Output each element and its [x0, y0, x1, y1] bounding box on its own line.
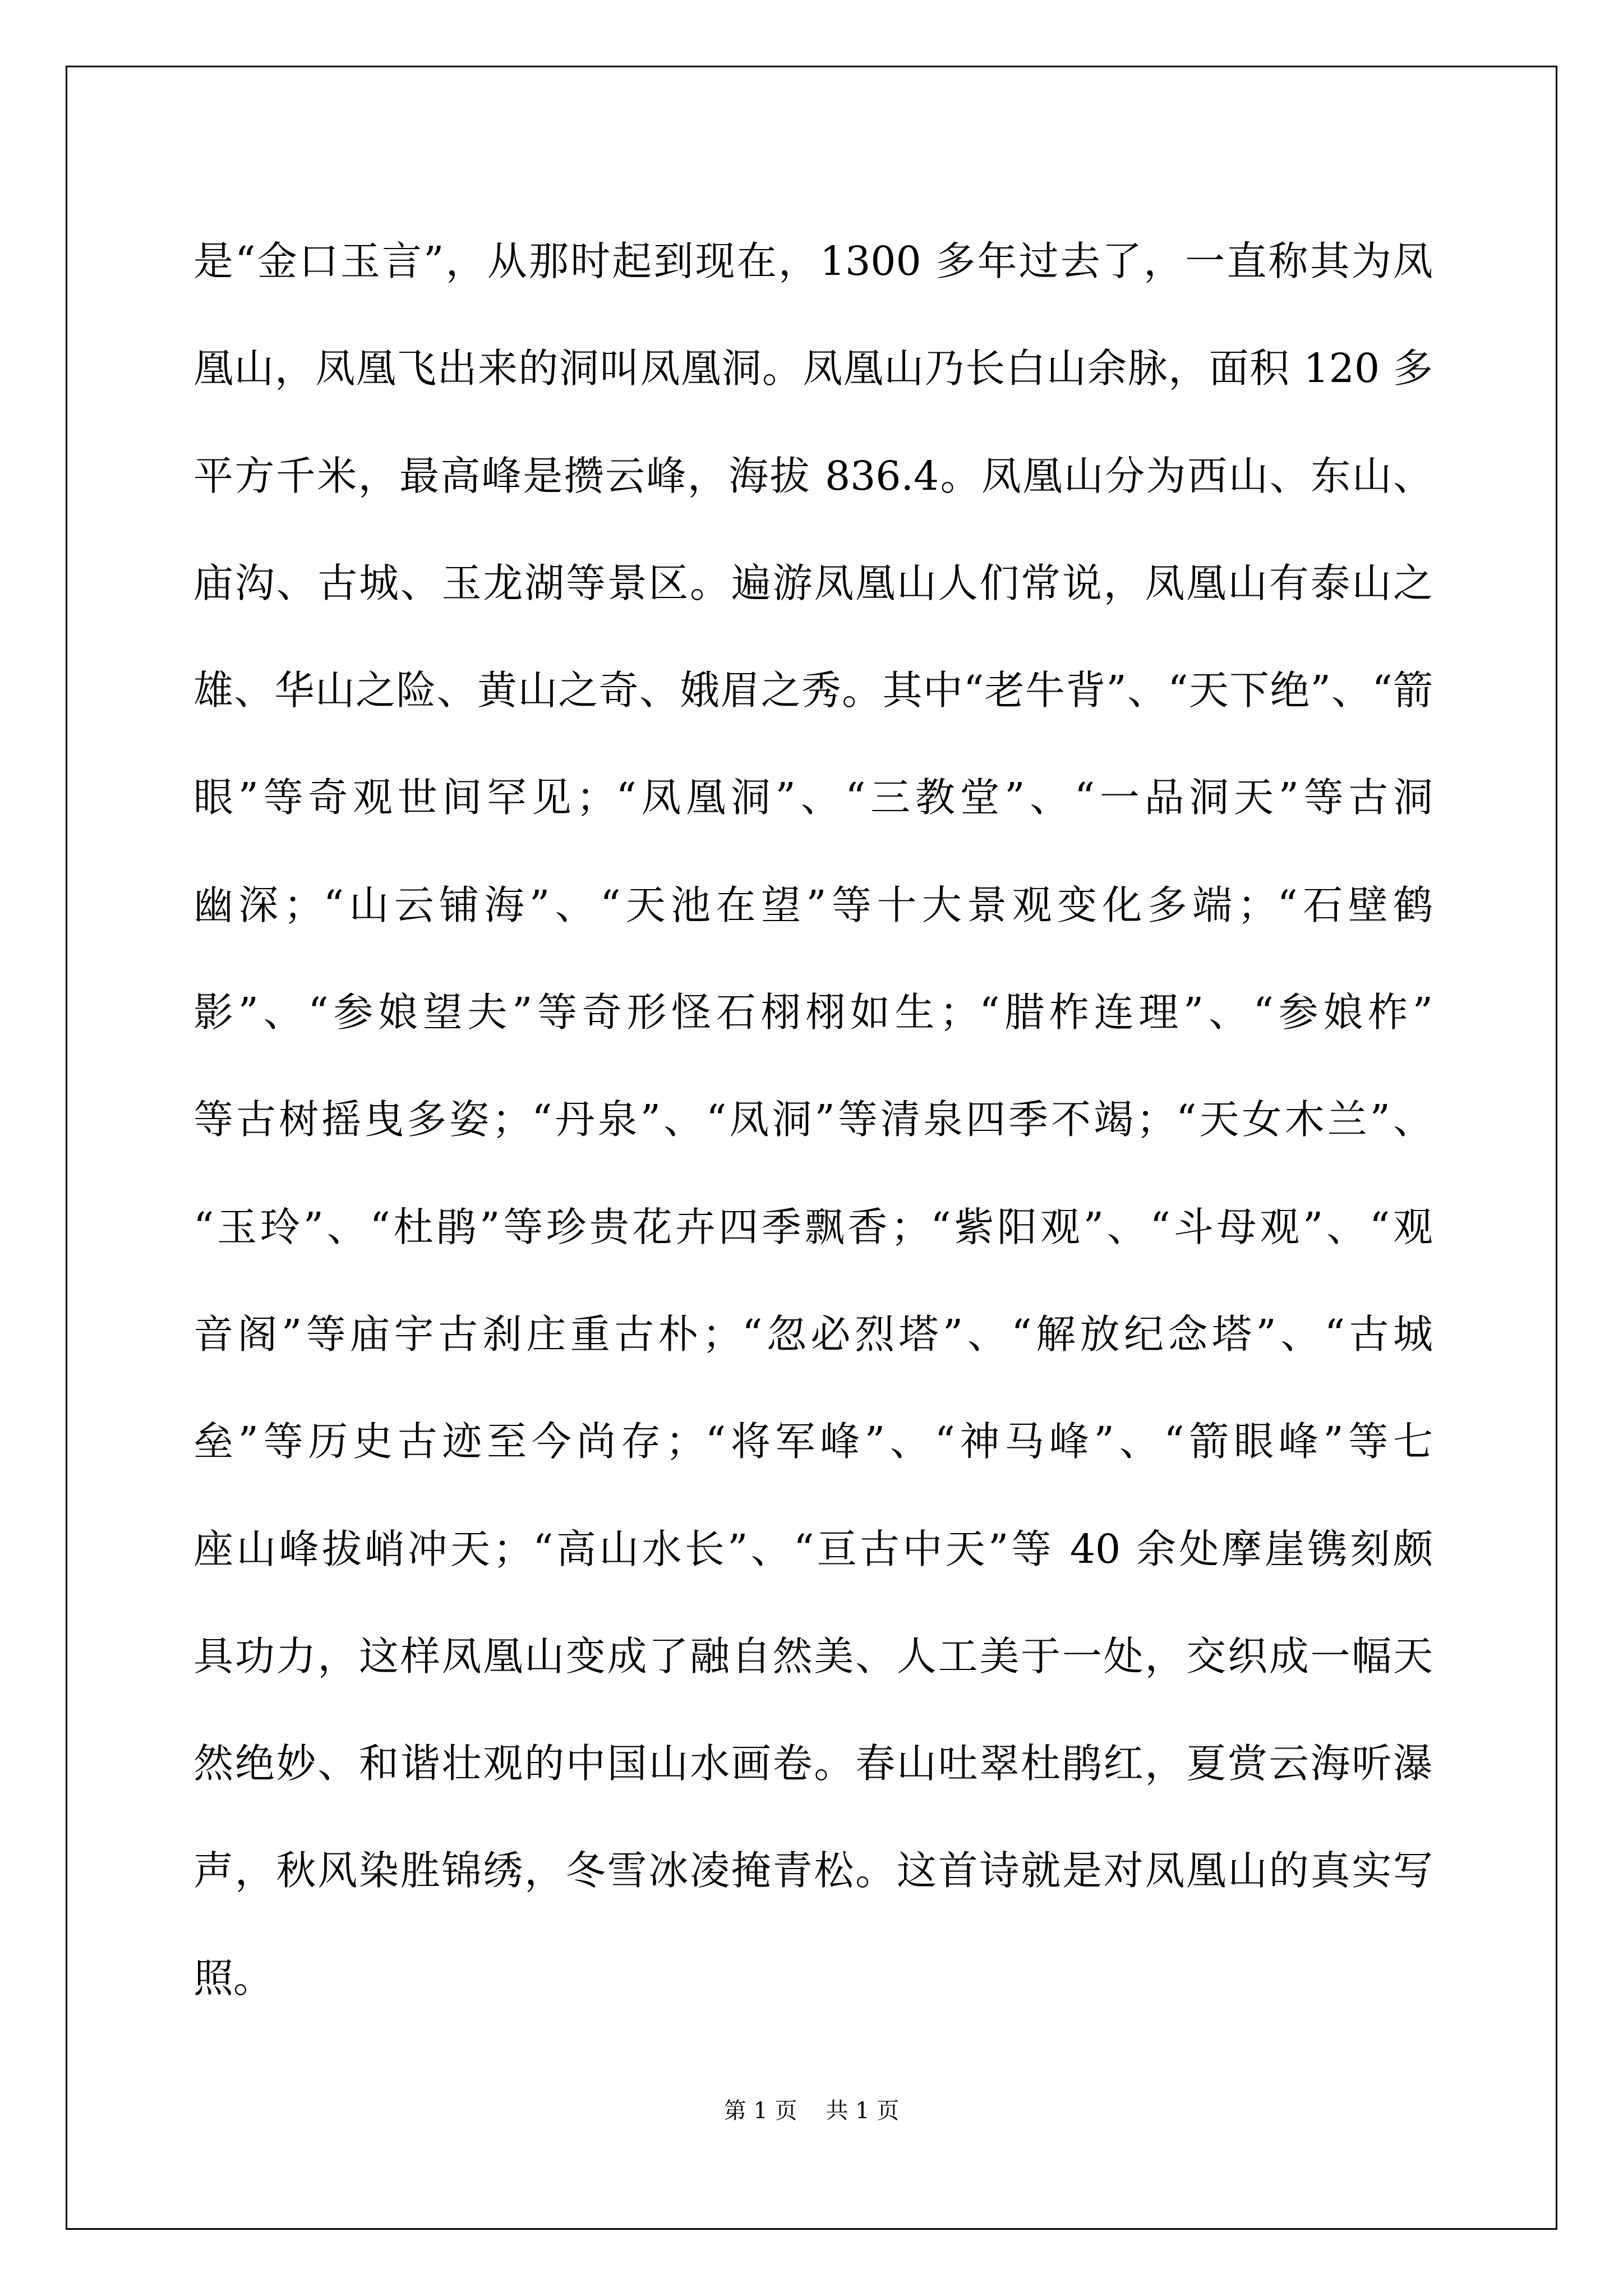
text-line: 雄、华山之险、黄山之奇、娥眉之秀。其中“老牛背”、“天下绝”、“箭 [193, 667, 1433, 714]
text-line: 眼”等奇观世间罕见；“凤凰洞”、“三教堂”、“一品洞天”等古洞 [193, 774, 1433, 821]
text-line: 垒”等历史古迹至今尚存；“将军峰”、“神马峰”、“箭眼峰”等七 [193, 1418, 1433, 1465]
text-line: 等古树摇曳多姿；“丹泉”、“凤洞”等清泉四季不竭；“天女木兰”、 [193, 1096, 1433, 1143]
text-line: 影”、“参娘望夫”等奇形怪石栩栩如生；“腊柞连理”、“参娘柞” [193, 989, 1433, 1036]
text-line: 声，秋风染胜锦绣，冬雪冰凌掩青松。这首诗就是对凤凰山的真实写 [193, 1847, 1433, 1894]
text-line: 凰山，凤凰飞出来的洞叫凤凰洞。凤凰山乃长白山余脉，面积 120 多 [193, 345, 1433, 392]
text-line: 座山峰拔峭冲天；“高山水长”、“亘古中天”等 40 余处摩崖镌刻颇 [193, 1525, 1433, 1572]
text-line: 具功力，这样凤凰山变成了融自然美、人工美于一处，交织成一幅天 [193, 1632, 1433, 1680]
text-line: 庙沟、古城、玉龙湖等景区。遍游凤凰山人们常说，凤凰山有泰山之 [193, 559, 1433, 606]
text-line: 平方千米，最高峰是攒云峰，海拔 836.4。凤凰山分为西山、东山、 [193, 452, 1433, 499]
text-line: 照。 [193, 1954, 274, 2001]
text-line: 是“金口玉言”，从那时起到现在，1300 多年过去了，一直称其为凤 [193, 238, 1433, 284]
text-line: 幽深；“山云铺海”、“天池在望”等十大景观变化多端；“石壁鹤 [193, 881, 1433, 928]
text-line: 音阁”等庙宇古刹庄重古朴；“忽必烈塔”、“解放纪念塔”、“古城 [193, 1310, 1433, 1358]
body-text [193, 208, 1433, 2032]
text-line: 然绝妙、和谐壮观的中国山水画卷。春山吐翠杜鹃红，夏赏云海听瀑 [193, 1740, 1433, 1787]
text-line: “玉玲”、“杜鹃”等珍贵花卉四季飘香；“紫阳观”、“斗母观”、“观 [193, 1203, 1433, 1250]
page-number-footer: 第 1 页 共 1 页 [723, 2098, 900, 2124]
